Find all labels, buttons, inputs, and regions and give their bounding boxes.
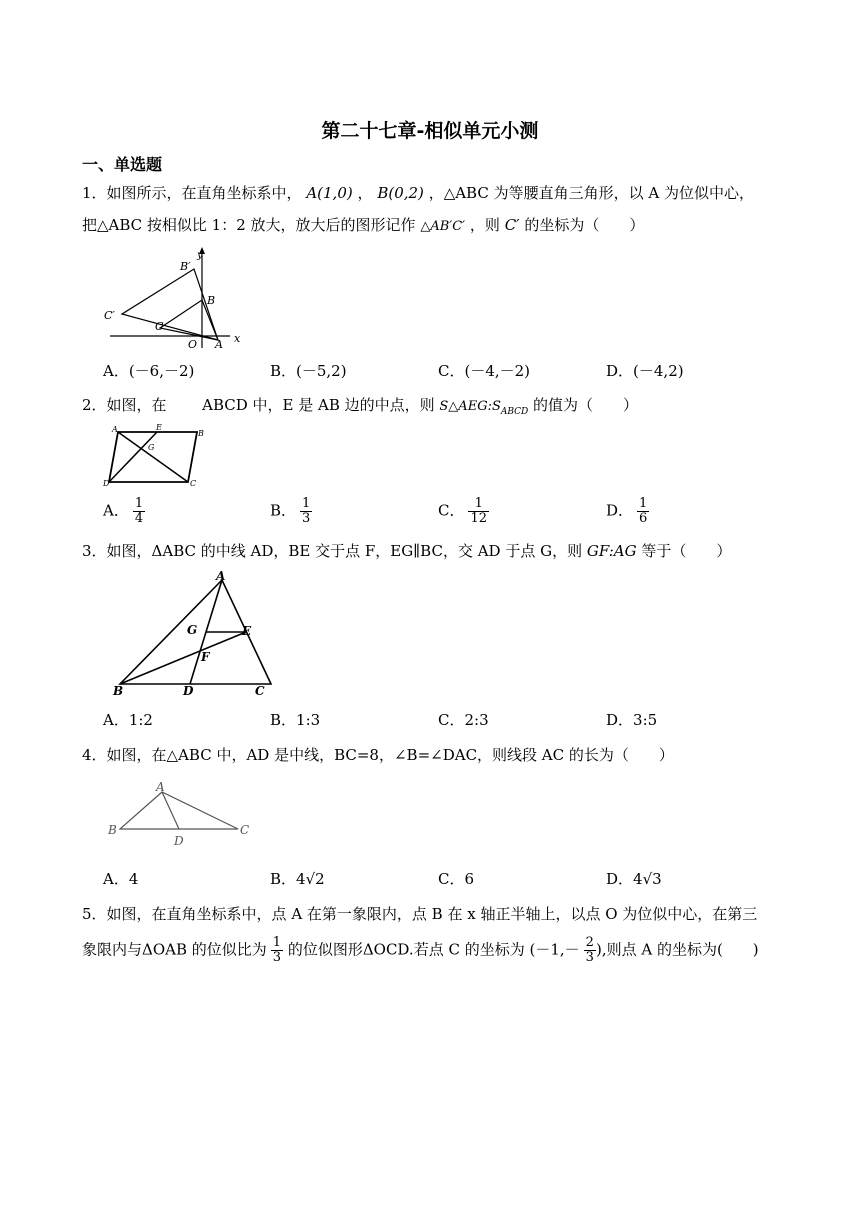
- q2-option-c[interactable]: [438, 497, 489, 526]
- q2-option-d[interactable]: [606, 497, 649, 526]
- q2-text: ABCD 中，E 是 AB 边的中点，则: [202, 396, 435, 414]
- q3-label-a: A: [216, 569, 226, 583]
- q3-text: 3．如图，ΔABC 的中线 AD，BE 交于点 F，EG∥BC，交 AD 于点 G，则: [82, 542, 583, 560]
- q3-label-d: D: [183, 684, 194, 698]
- q3-option-c[interactable]: C．2:3: [438, 711, 489, 729]
- q2-option-letter: C．: [438, 501, 465, 520]
- q1-figure-symbol: △AB′C′: [420, 219, 466, 234]
- section-heading: 一、单选题: [82, 155, 163, 174]
- q4-label-d: D: [174, 834, 184, 848]
- q2-text: 2．如图，在: [82, 396, 167, 414]
- q2-fraction: [468, 497, 489, 526]
- q5-fraction: [271, 936, 283, 965]
- q1-label-b: B: [207, 294, 216, 307]
- q1-point-b: B(0,2): [377, 184, 424, 202]
- q3-text: 等于（ ）: [641, 542, 732, 560]
- q2-label-c: C: [190, 479, 197, 488]
- q1-label-bprime: B′: [180, 260, 191, 273]
- q2-figure: [100, 422, 210, 490]
- q1-option-a[interactable]: A．(－6,－2): [103, 362, 195, 380]
- page-title: 第二十七章-相似单元小测: [321, 120, 539, 142]
- fraction-denominator: 3: [302, 511, 311, 526]
- q5-text: 象限内与ΔOAB 的位似比为: [82, 940, 267, 959]
- q2-ratio-subscript: ABCD: [500, 407, 529, 417]
- fraction-denominator: 6: [639, 511, 648, 526]
- q1-option-d[interactable]: D．(－4,2): [606, 362, 684, 380]
- fraction-denominator: 3: [272, 950, 282, 965]
- q5-text: 的位似图形ΔOCD.若点 C 的坐标为: [287, 940, 525, 959]
- q2-option-letter: B．: [270, 501, 297, 520]
- q5-line2: [82, 936, 759, 965]
- q4-line: 4．如图，在△ABC 中，AD 是中线，BC=8，∠B=∠DAC，则线段 AC 的长为（ ）: [82, 746, 674, 764]
- q3-label-f: F: [201, 650, 210, 664]
- fraction-denominator: 3: [585, 950, 594, 965]
- q4-label-a: A: [156, 780, 165, 794]
- q5-coordinate: (－1,－: [529, 940, 580, 959]
- q1-comma: ，: [357, 184, 373, 202]
- q1-line2: [82, 214, 644, 235]
- q4-option-b[interactable]: B．4√2: [270, 870, 325, 888]
- q3-option-a[interactable]: A．1:2: [103, 711, 153, 729]
- fraction-denominator: 4: [134, 511, 144, 526]
- q2-option-letter: A．: [103, 501, 129, 520]
- q1-label-c: C: [155, 320, 164, 333]
- q4-label-c: C: [240, 823, 250, 837]
- q4-figure: [100, 776, 260, 852]
- q1-label-cprime: C′: [104, 309, 115, 322]
- q2-line: [82, 394, 638, 417]
- q2-option-letter: D．: [606, 501, 634, 520]
- q2-label-g: G: [148, 443, 155, 452]
- q4-option-a[interactable]: A．4: [103, 870, 139, 888]
- q1-label-a: A: [215, 338, 223, 351]
- q2-label-a: A: [112, 425, 118, 434]
- q4-label-b: B: [108, 823, 117, 837]
- q1-option-b[interactable]: B．(－5,2): [270, 362, 347, 380]
- q5-line1: 5．如图，在直角坐标系中，点 A 在第一象限内，点 B 在 x 轴正半轴上，以点 O 为位似中心，在第三: [82, 905, 758, 923]
- q1-text: ，△ABC 为等腰直角三角形，以 A 为位似中心，: [428, 184, 754, 202]
- q3-label-c: C: [255, 684, 265, 698]
- q3-figure: [105, 568, 280, 700]
- q2-text: 的值为（ ）: [533, 396, 639, 414]
- q1-text: 的坐标为（ ）: [524, 216, 645, 234]
- q2-label-b: B: [198, 429, 204, 438]
- q3-option-d[interactable]: D．3:5: [606, 711, 658, 729]
- q1-line1: [82, 182, 754, 203]
- q5-coordinate-fraction: [584, 936, 596, 965]
- q1-c-prime: C′: [504, 216, 520, 234]
- q2-label-d: D: [103, 479, 110, 488]
- q3-label-g: G: [187, 623, 198, 637]
- fraction-denominator: 12: [470, 511, 488, 526]
- q2-fraction: [133, 497, 145, 526]
- q2-fraction: [300, 497, 312, 526]
- q3-label-b: B: [113, 684, 124, 698]
- q2-fraction: [637, 497, 649, 526]
- q3-ratio: GF:AG: [586, 542, 637, 560]
- q4-option-c[interactable]: C．6: [438, 870, 475, 888]
- q4-option-d[interactable]: D．4√3: [606, 870, 662, 888]
- fraction-numerator: 1: [272, 935, 282, 950]
- q2-option-b[interactable]: [270, 497, 312, 526]
- fraction-numerator: 2: [585, 935, 594, 950]
- q5-coordinate-close: ): [595, 940, 602, 959]
- fraction-numerator: 1: [639, 496, 648, 511]
- q1-label-y: y: [197, 250, 203, 261]
- fraction-numerator: 1: [134, 496, 144, 511]
- q1-text: ，则: [469, 216, 500, 234]
- q1-label-o: O: [188, 338, 198, 351]
- q1-text: 1．如图所示，在直角坐标系中，: [82, 184, 302, 202]
- fraction-numerator: 1: [302, 496, 311, 511]
- q2-ratio: S△AEG:S: [439, 399, 501, 414]
- q1-figure: [100, 244, 260, 352]
- q5-text: ,则点 A 的坐标为( ): [601, 940, 759, 959]
- fraction-numerator: 1: [468, 497, 489, 512]
- q1-option-c[interactable]: C．(－4,－2): [438, 362, 531, 380]
- q3-line: [82, 540, 731, 561]
- q1-text: 把△ABC 按相似比 1：2 放大，放大后的图形记作: [82, 216, 416, 234]
- q3-label-e: E: [242, 624, 252, 638]
- q2-option-a[interactable]: [103, 497, 145, 526]
- q1-point-a: A(1,0): [306, 184, 353, 202]
- q1-label-x: x: [234, 332, 241, 345]
- q3-option-b[interactable]: B．1:3: [270, 711, 321, 729]
- q2-label-e: E: [156, 423, 162, 432]
